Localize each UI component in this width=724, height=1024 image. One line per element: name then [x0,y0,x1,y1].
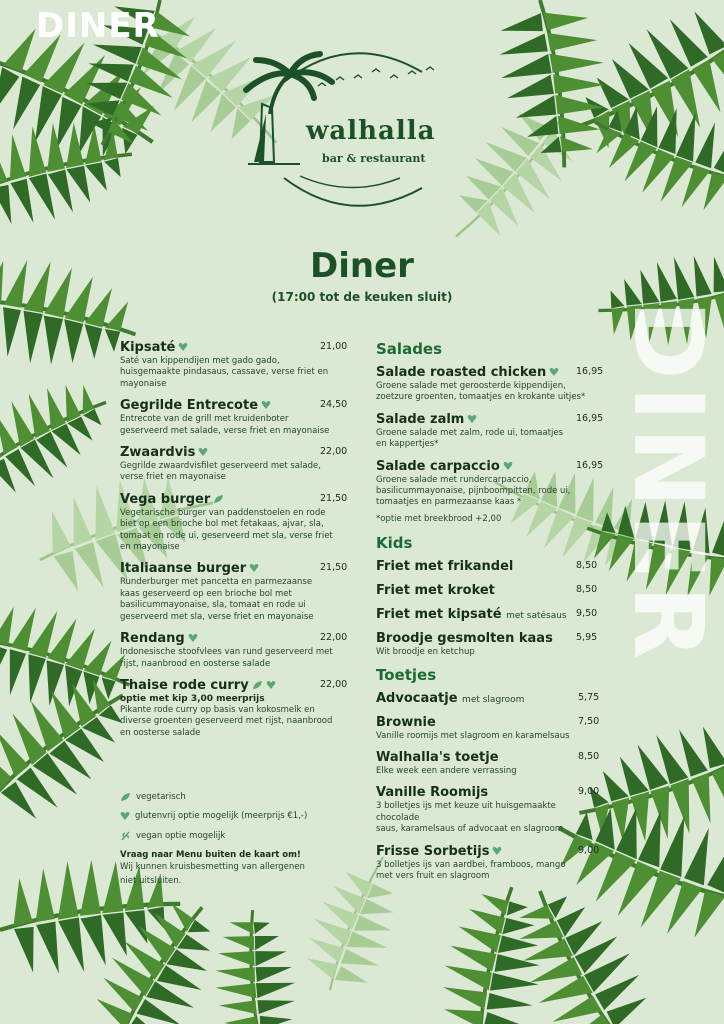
menu-item-name-row [120,560,348,577]
menu-item-name: Zwaardvis [120,445,196,461]
menu-item [376,784,600,835]
menu-item [120,397,348,437]
menu-item-name: Vega burger [120,491,211,507]
menu-item-description: Indonesische stoofvlees van rund geserveerd met [120,647,333,658]
menu-item-description: Groene salade met zalm, rode ui, tomaatjes [376,427,564,438]
allergen-note-line: niet uitsluiten. [120,876,182,886]
menu-item-description: mayonaise [120,378,167,389]
menu-item-name: Salade roasted chicken [376,365,547,380]
menu-item-description: Gegrilde zwaardvisfilet geserveerd met salade, [120,461,321,472]
menu-item-price: 9,50 [576,608,598,620]
menu-item-price: 22,00 [320,678,348,690]
menu-item-name-row [376,606,600,623]
menu-item [120,491,348,554]
menu-item-description: Groene salade met geroosterde kippendijen, [376,381,566,391]
menu-item [376,411,604,451]
menu-item [376,843,600,883]
heart-icon [120,811,130,821]
menu-item-name-row [120,339,348,356]
menu-item-description: huisgemaakte pindasaus, cassave, verse friet en [120,367,329,378]
menu-item-description: Pikante rode curry op basis van kokosmelk en [120,704,315,715]
menu-item-name: Kipsaté [120,340,176,355]
menu-item-name-row [120,397,348,414]
menu-item-name-row [376,458,600,475]
menu-item [120,444,348,484]
menu-item-name: Rendang [120,631,185,647]
menu-item-name-row [376,411,600,428]
menu-item-description: basilicummayonaise, pijnboompitten, rode ui, [376,486,571,497]
legend [120,792,320,888]
menu-item-price: 5,75 [578,691,600,703]
logo-name: walhalla [306,116,436,146]
menu-item-description: rijst, naanbrood en oosterse salade [120,658,271,669]
legend-vegan-label: vegan optie mogelijk [136,830,226,841]
menu-item [376,606,600,623]
menu-item-description: 3 bolletjes ijs met keuze uit huisgemaakte chocolade [376,801,556,823]
logo-subtitle: bar & restaurant [322,152,426,165]
menu-item-name-row [120,630,348,647]
left-menu-column [120,339,348,746]
heart-icon [467,414,477,424]
menu-item-description: en mayonaise [120,542,180,553]
menu-item-price: 21,50 [320,562,348,574]
menu-item-name-row [376,843,600,860]
heart-icon [266,680,276,690]
menu-item-name-row [376,690,600,707]
menu-item [376,749,600,777]
menu-item-name-row [376,784,600,801]
menu-item-description: verse friet en mayonaise [120,472,226,483]
menu-item-description: Runderburger met pancetta en parmezaanse [120,577,313,588]
menu-item-description: geserveerd met sla, verse friet en mayonaise [120,611,314,622]
menu-item-price: 22,00 [320,446,348,458]
heart-icon [178,342,188,352]
menu-item-description: Saté van kippendijen met gado gado, [120,356,280,366]
menu-item-price: 16,95 [576,412,604,424]
vertical-title-text: DINER [612,300,724,666]
legend-gluten-free [120,811,320,821]
menu-item-price: 5,95 [576,632,598,644]
menu-item-name: Friet met kroket [376,583,495,599]
menu-item-description: zoetzure groenten, tomaatjes en krokante uitjes* [376,392,586,403]
allergen-note-line: Wij kunnen kruisbesmetting van allergenen [120,862,305,872]
menu-item [376,690,600,707]
salad-bread-note: *optie met breekbrood +2,00 [376,513,502,524]
custom-menu-note: Vraag naar Menu buiten de kaart om! [120,850,301,860]
menu-item [120,560,348,623]
menu-item-name: Frisse Sorbetijs [376,843,490,859]
menu-item-name-row [376,749,600,766]
menu-item-description: biet op een brioche bol met fetakaas, ajvar, sla, [120,519,324,530]
menu-item-description: en oosterse salade [120,727,201,738]
menu-item-description: Wit broodje en ketchup [376,647,475,658]
vertical-title [612,300,724,740]
right-menu-column [376,338,604,890]
menu-item-price: 9,00 [578,844,600,856]
menu-item-name: Gegrilde Entrecote [120,398,259,414]
menu-item-description: Entrecote van de grill met kruidenboter [120,414,289,425]
heart-icon [549,367,559,377]
menu-item-description: Vanille roomijs met slagroom en karamelsaus [376,730,570,741]
heart-icon [492,846,502,856]
menu-item-name-row [376,558,600,575]
menu-item-note: met slagroom [462,694,525,705]
menu-item-name-row [120,444,348,461]
menu-item-price: 21,00 [320,341,348,352]
menu-item-name-row [376,714,600,731]
legend-gluten-free-label: glutenvrij optie mogelijk (meerprijs €1,-) [135,811,308,821]
menu-item-name: Thaise rode curry [120,677,249,693]
menu-item-description: basilicummayonaise, sla, tomaat en rode ui [120,600,306,611]
menu-item-name: Vanille Roomijs [376,785,489,801]
section-title: Toetjes [376,665,437,684]
legend-vegan [120,830,320,841]
page-title: Diner [310,246,414,286]
menu-item-description: en kappertjes* [376,439,439,450]
menu-item [376,458,604,509]
leaf-icon [120,792,131,802]
menu-item-name: Advocaatje [376,690,458,706]
menu-item-price: 8,50 [578,751,600,763]
menu-item [376,582,600,599]
menu-item-name-row [376,630,600,647]
section-title: Salades [376,340,443,358]
menu-item-name-row [120,491,348,508]
menu-item-description: Elke week een andere verrassing [376,766,517,777]
menu-item-name-row [376,364,600,381]
menu-item-description: 3 bolletjes ijs van aardbei, framboos, mango [376,859,566,870]
leaf-icon [252,680,263,690]
menu-item-price: 24,50 [320,399,348,411]
menu-item-option: optie met kip 3,00 meerprijs [120,693,265,704]
legend-vegetarian [120,792,320,802]
menu-item-description: diverse groenten geserveerd met rijst, naanbrood [120,716,333,727]
menu-item [376,558,600,575]
heart-icon [249,563,259,573]
heart-icon [188,633,198,643]
menu-item-description: saus, karamelsaus of advocaat en slagroom [376,824,564,835]
menu-item-description: tomaat en rode ui, geserveerd met sla, verse friet [120,530,333,541]
page-subtitle: (17:00 tot de keuken sluit) [271,290,453,304]
menu-item-name: Friet met kipsaté [376,607,502,623]
menu-item-price: 22,00 [320,632,348,644]
menu-item [376,714,600,742]
menu-item-price: 16,95 [576,366,604,377]
menu-item [376,630,600,658]
menu-item-description: Groene salade met rundercarpaccio, [376,474,532,485]
menu-item-name: Brownie [376,714,436,730]
menu-item-name: Broodje gesmolten kaas [376,631,553,647]
menu-item-name: Walhalla's toetje [376,750,499,766]
menu-item-price: 7,50 [578,715,600,727]
heart-icon [261,400,271,410]
menu-item-name: Friet met frikandel [376,559,514,575]
menu-item-description: kaas geserveerd op een brioche bol met [120,588,292,599]
menu-item-name: Italiaanse burger [120,561,247,577]
menu-item-name: Salade zalm [376,411,465,427]
heart-icon [503,461,513,471]
menu-item-price: 16,95 [576,459,604,471]
section-title: Kids [376,534,413,553]
menu-item-name: Salade carpaccio [376,458,500,474]
menu-item-description: geserveerd met salade, verse friet en mayonaise [120,425,330,436]
menu-item-price: 21,50 [320,492,348,504]
menu-item-description: Vegetarische burger van paddenstoelen en rode [120,507,326,518]
legend-vegetarian-label: vegetarisch [136,792,186,802]
menu-item-name-row [376,582,600,599]
menu-item [376,364,604,404]
menu-item-description: met vers fruit en slagroom [376,871,490,882]
heart-icon [198,447,208,457]
leaf-icon [213,494,224,504]
menu-item-price: 9,00 [578,786,600,798]
menu-item [120,677,348,739]
menu-item [120,339,348,390]
corner-title: DINER [36,6,160,46]
menu-item-price: 8,50 [576,584,598,596]
menu-item [120,630,348,670]
menu-item-price: 8,50 [576,560,598,572]
menu-item-name-row [120,677,348,694]
menu-item-note: met satésaus [506,611,567,622]
menu-item-description: tomaatjes en parmezaanse kaas * [376,497,522,508]
sprout-icon [120,830,131,841]
